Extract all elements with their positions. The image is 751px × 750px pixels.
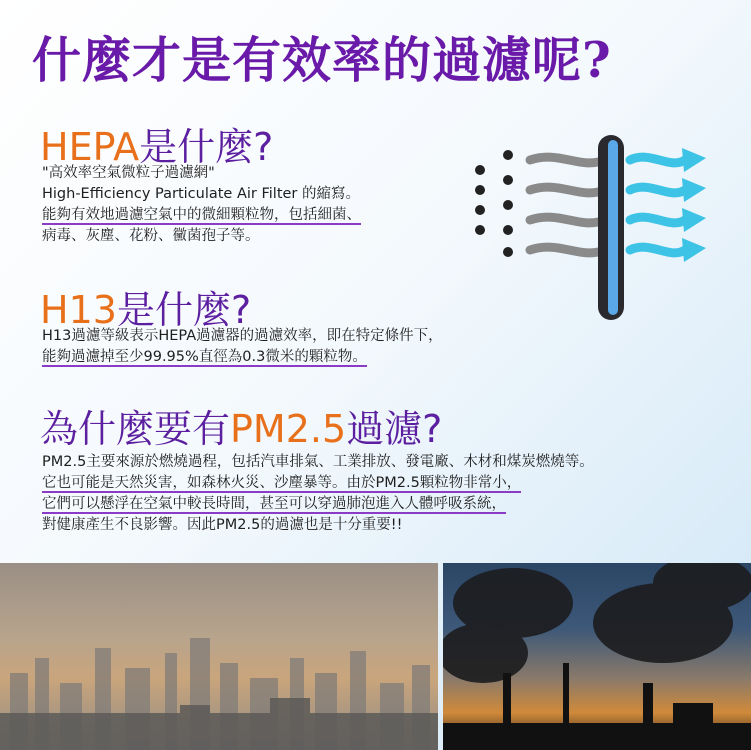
hepa-line-2: High-Efficiency Particulate Air Filter 的縮寫。 — [42, 186, 360, 202]
pm-line-1: PM2.5主要來源於燃燒過程，包括汽車排氣、工業排放、發電廠、木材和煤炭燃燒等。 — [42, 454, 594, 470]
hepa-line-4: 病毒、灰塵、花粉、黴菌孢子等。 — [42, 228, 260, 244]
pm-line-3: 它們可以懸浮在空氣中較長時間，甚至可以穿過肺泡進入人體呼吸系統， — [42, 496, 506, 512]
smog-city-photo — [0, 563, 438, 750]
pm-heading — [40, 398, 442, 453]
hepa-heading-rest: 是什麼? — [139, 125, 274, 169]
hepa-line-1: "高效率空氣微粒子過濾網" — [42, 165, 215, 181]
h13-body — [42, 326, 443, 368]
page-title: 什麼才是有效率的過濾呢? — [32, 31, 612, 89]
pm-heading-post: 過濾? — [346, 407, 443, 451]
hepa-line-3: 能夠有效地過濾空氣中的微細顆粒物，包括細菌、 — [42, 207, 361, 223]
pm-line-4: 對健康產生不良影響。因此PM2.5的過濾也是十分重要!! — [42, 517, 403, 533]
filter-diagram-icon — [470, 130, 720, 330]
photo-strip — [0, 563, 751, 750]
h13-heading-accent: H13 — [40, 288, 117, 332]
h13-line-1: H13過濾等級表示HEPA過濾器的過濾效率，即在特定條件下， — [42, 328, 443, 344]
factory-smoke-photo — [443, 563, 751, 750]
hepa-heading-accent: HEPA — [40, 125, 140, 169]
pm-line-2: 它也可能是天然災害，如森林火災、沙塵暴等。由於PM2.5顆粒物非常小， — [42, 475, 522, 491]
h13-line-2: 能夠過濾掉至少99.95%直徑為0.3微米的顆粒物。 — [42, 349, 367, 365]
h13-heading-rest: 是什麼? — [116, 288, 252, 332]
pm-heading-accent: PM2.5 — [230, 407, 347, 451]
pm-heading-pre: 為什麼要有 — [40, 407, 231, 451]
hepa-body — [42, 163, 361, 247]
pm-body — [42, 452, 594, 536]
